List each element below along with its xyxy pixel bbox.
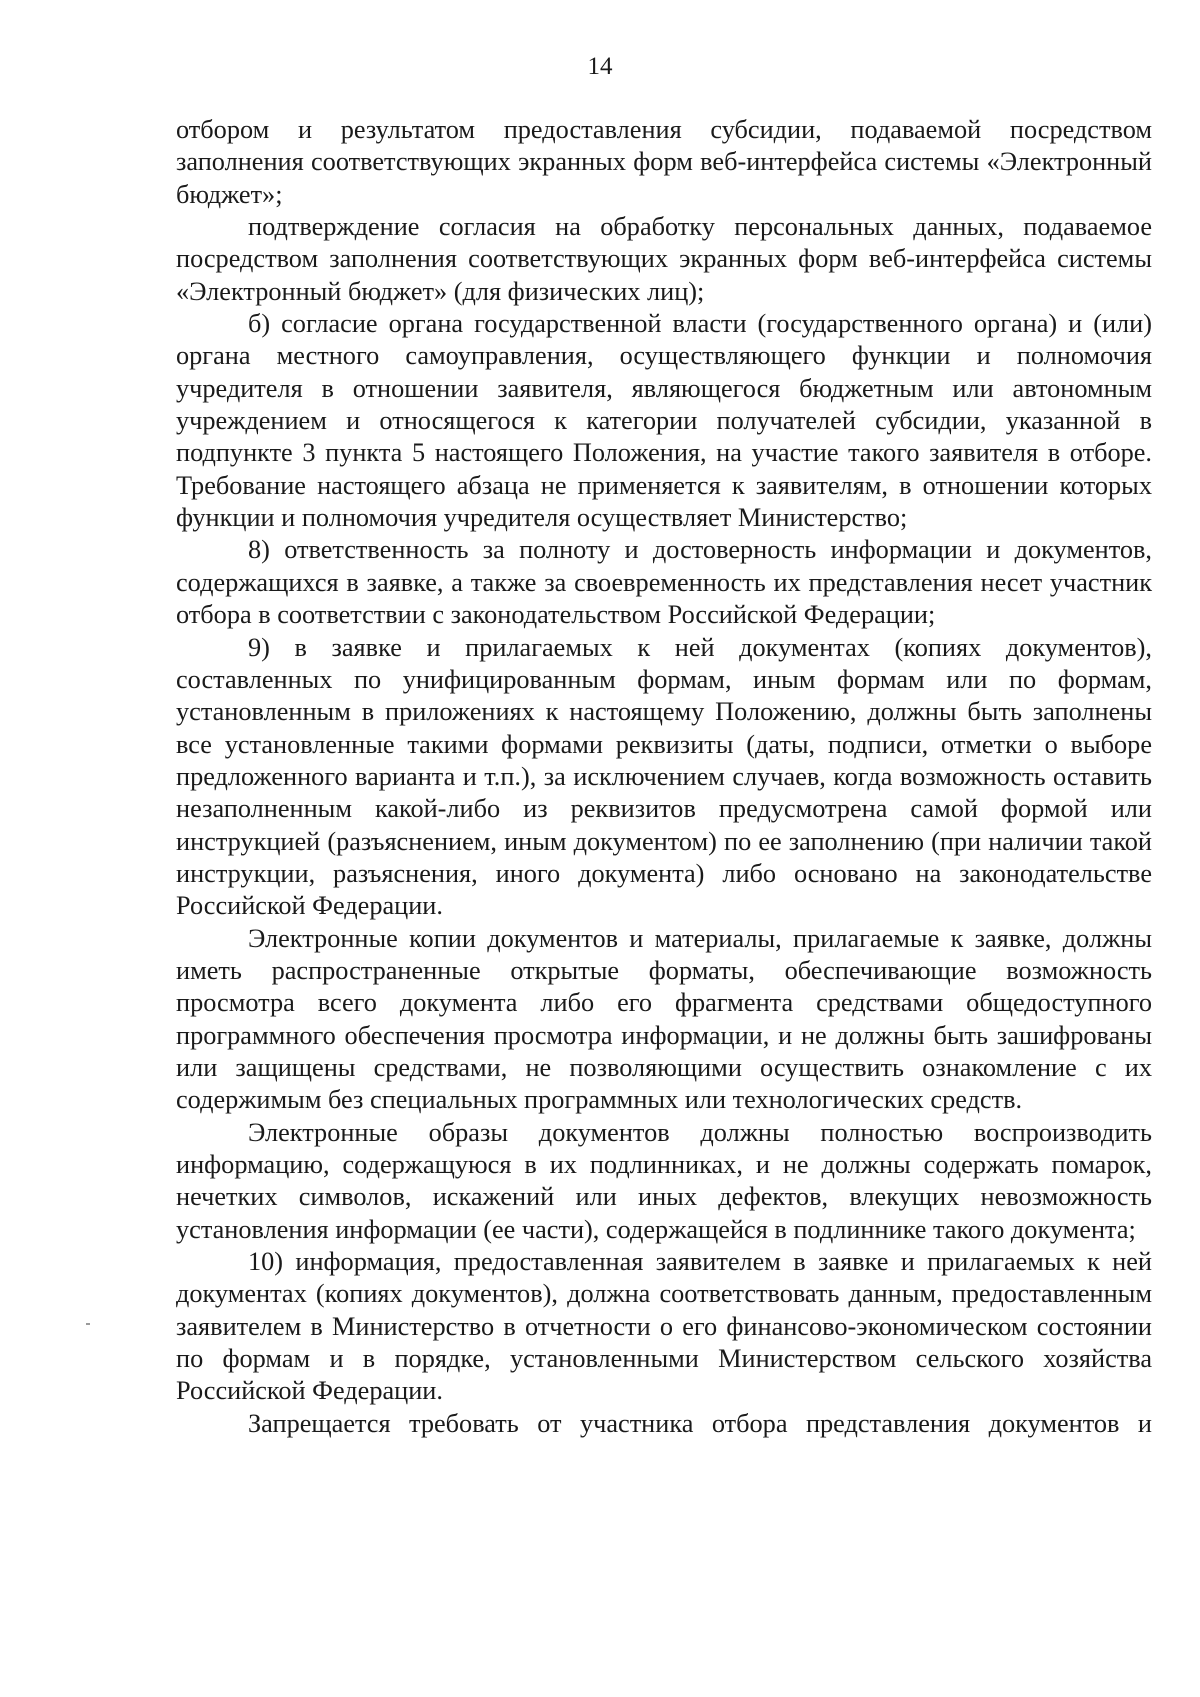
paragraph-electronic-copies: Электронные копии документов и материалы, прилагаемые к заявке, должны иметь распространенные открытые форматы, обеспечивающие возможность просмотра всего документа либо его фрагмента средствами общедоступного программного обеспечения просмотра информации, и не должны быть зашифрованы или защищены средствами, не позволяющими осуществить ознакомление с их содержимым без специальных программных или технологических средств. bbox=[176, 923, 1152, 1115]
paragraph-electronic-images: Электронные образы документов должны полностью воспроизводить информацию, содержащуюся в их подлинниках, и не должны содержать помарок, нечетких символов, искажений или иных дефектов, влекущих невозможность установления информации (ее части), содержащейся в подлиннике такого документа; bbox=[176, 1117, 1152, 1244]
paragraph-item-8: 8) ответственность за полноту и достоверность информации и документов, содержащихся в заявке, а также за своевременность их представления несет участник отбора в соответствии с законодательством Российской Федерации; bbox=[176, 535, 1152, 630]
paragraph-item-10: 10) информация, предоставленная заявителем в заявке и прилагаемых к ней документах (копиях документов), должна соответствовать данным, предоставленным заявителем в Министерство в отчетности о его финансово-экономическом состоянии по формам и в порядке, установленными Министерством сельского хозяйства Российской Федерации. bbox=[176, 1247, 1152, 1406]
page-number: 14 bbox=[587, 53, 613, 80]
document-body bbox=[176, 114, 1152, 1440]
paragraph-item-9: 9) в заявке и прилагаемых к ней документах (копиях документов), составленных по унифицированным формам, иным формам или по формам, установленным в приложениях к настоящему Положению, должны быть заполнены все установленные такими формами реквизиты (даты, подписи, отметки о выборе предложенного варианта и т.п.), за исключением случаев, когда возможность оставить незаполненным какой-либо из реквизитов предусмотрена самой формой или инструкцией (разъяснением, иным документом) по ее заполнению (при наличии такой инструкции, разъяснения, иного документа) либо основано на законодательстве Российской Федерации. bbox=[176, 632, 1152, 921]
paragraph-consent-personal-data: подтверждение согласия на обработку персональных данных, подаваемое посредством заполнения соответствующих экранных форм веб-интерфейса системы «Электронный бюджет» (для физических лиц); bbox=[176, 212, 1152, 306]
scan-speck bbox=[86, 1323, 90, 1325]
paragraph-item-b: б) согласие органа государственной власти (государственного органа) и (или) органа местного самоуправления, осуществляющего функции и полномочия учредителя в отношении заявителя, являющегося бюджетным или автономным учреждением и относящегося к категории получателей субсидии, указанной в подпункте 3 пункта 5 настоящего Положения, на участие такого заявителя в отборе. Требование настоящего абзаца не применяется к заявителям, в отношении которых функции и полномочия учредителя осуществляет Министерство; bbox=[176, 309, 1152, 533]
paragraph-prohibition: Запрещается требовать от участника отбора представления документов и bbox=[248, 1408, 1152, 1438]
paragraph-continuation: отбором и результатом предоставления субсидии, подаваемой посредством заполнения соответствующих экранных форм веб-интерфейса системы «Электронный бюджет»; bbox=[176, 115, 1152, 209]
